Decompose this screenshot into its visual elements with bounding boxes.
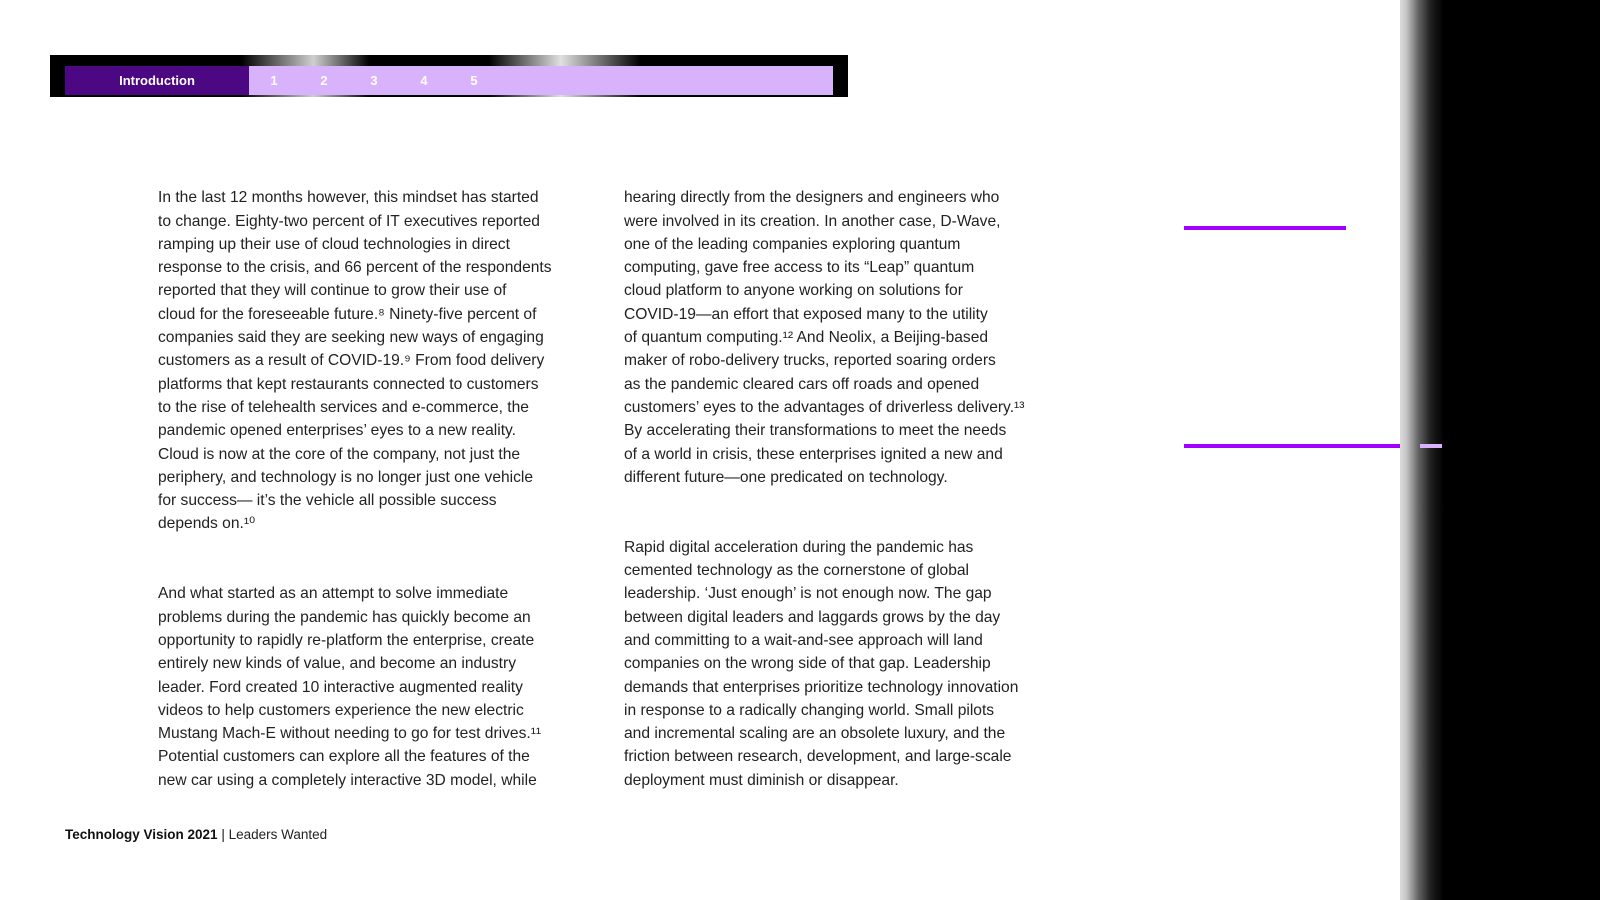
body-paragraph: hearing directly from the designers and engineers who were involved in its creation. In another case, D-Wave, one of the leading companies exploring quantum computing, gave free access to its “Leap” quantum cloud platform to anyone working on solutions for COVID-19—an effort that exposed many to the utility of quantum computing.¹² And Neolix, a Beijing-based maker of robo-delivery trucks, reported soaring orders as the pandemic cleared cars off roads and opened customers’ eyes to the advantages of driverless delivery.¹³ By accelerating their transformations to meet the needs of a world in crisis, these enterprises ignited a new and different future—one predicated on technology. — [624, 189, 1025, 486]
body-paragraph: In the last 12 months however, this mindset has started to change. Eighty-two percent of IT executives reported ramping up their use of cloud technologies in direct response to the crisis, and 66 percent of the respondents reported that they will continue to grow their use of cloud for the foreseeable future.⁸ Ninety-five percent of companies said they are seeking new ways of engaging customers as a result of COVID-19.⁹ From food delivery platforms that kept restaurants connected to customers to the rise of telehealth services and e-commerce, the pandemic opened enterprises’ eyes to a new reality. Cloud is now at the core of the company, not just the periphery, and technology is no longer just one vehicle for success— it’s the vehicle all possible success depends on.¹⁰ — [158, 189, 552, 533]
body-column-right — [624, 163, 1064, 839]
body-paragraph: And what started as an attempt to solve immediate problems during the pandemic has quickly become an opportunity to rapidly re-platform the enterprise, create entirely new kinds of value, and become an industry leader. Ford created 10 interactive augmented reality videos to help customers experience the new electric Mustang Mach-E without needing to go for test drives.¹¹ Potential customers can explore all the features of the new car using a completely interactive 3D model, while — [158, 585, 542, 789]
body-paragraph: Rapid digital acceleration during the pandemic has cemented technology as the cornerstone of global leadership. ‘Just enough’ is not enough now. The gap between digital leaders and laggards grows by the day and committing to a wait-and-see approach will land companies on the wrong side of that gap. Leadership demands that enterprises prioritize technology innovation in response to a radically changing world. Small pilots and incremental scaling are an obsolete luxury, and the friction between research, development, and large-scale deployment must diminish or disappear. — [624, 538, 1019, 789]
tab-section-1[interactable]: 1 — [270, 73, 278, 88]
footer-separator: | — [217, 827, 229, 842]
tab-section-5[interactable]: 5 — [470, 73, 478, 88]
tab-section-3[interactable]: 3 — [370, 73, 378, 88]
accent-line — [1184, 226, 1346, 230]
page-edge-strip — [1400, 0, 1600, 900]
tab-introduction[interactable]: Introduction — [65, 66, 249, 95]
page-footer — [65, 827, 327, 842]
tab-section-2[interactable]: 2 — [320, 73, 328, 88]
footer-subtitle: Leaders Wanted — [228, 827, 328, 842]
tab-section-4[interactable]: 4 — [420, 73, 428, 88]
accent-line-tail — [1420, 444, 1442, 448]
section-nav — [65, 66, 833, 95]
footer-brand: Technology Vision 2021 — [65, 827, 218, 842]
body-column-left — [158, 163, 598, 839]
